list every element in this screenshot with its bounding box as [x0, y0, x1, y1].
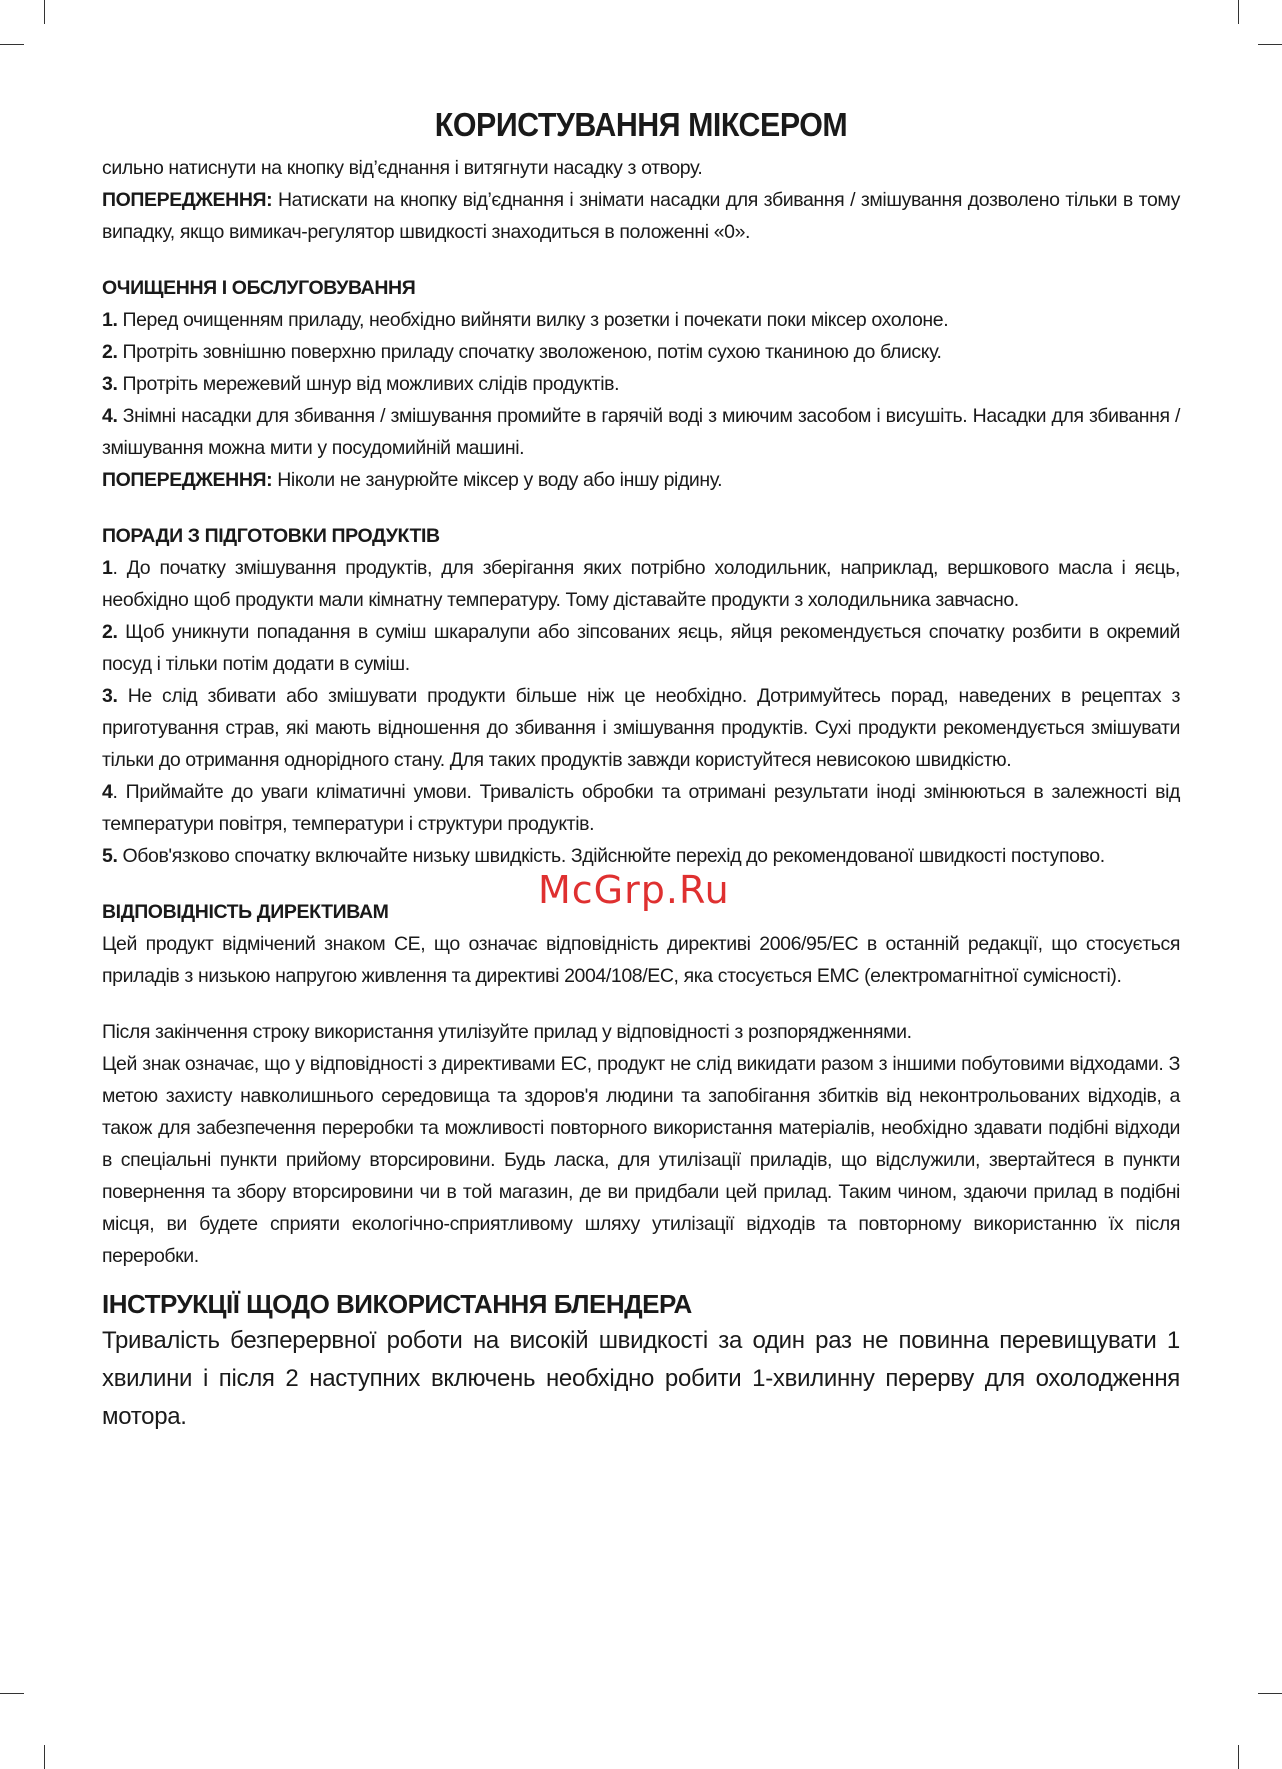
item-text: . До початку змішування продуктів, для зберігання яких потрібно холодильник, наприклад, вершкового масла і яєць, необхідно щоб продукти мали кімнатну температуру. Тому діставайте продукти з холодильника завчасно. — [102, 557, 1180, 611]
crop-mark — [1238, 0, 1239, 24]
intro-warning — [102, 184, 1180, 248]
tips-item — [102, 552, 1180, 616]
item-number: 2. — [102, 341, 118, 363]
item-number: 2. — [102, 621, 118, 643]
tips-heading: ПОРАДИ З ПІДГОТОВКИ ПРОДУКТІВ — [102, 525, 440, 547]
compliance-text: Цей продукт відмічений знаком СЕ, що означає відповідність директиві 2006/95/ЕС в останній редакції, що стосується приладів з низькою напругою живлення та директиві 2004/108/ЕС, яка стосується ЕМС (електромагнітної сумісності). — [102, 933, 1180, 987]
blender-heading: ІНСТРУКЦІЇ ЩОДО ВИКОРИСТАННЯ БЛЕНДЕРА — [102, 1289, 692, 1319]
item-number: 5. — [102, 845, 118, 867]
blender-text: Тривалість безперервної роботи на високій швидкості за один раз не повинна перевищувати 1 хвилини і після 2 наступних включень необхідно робити 1-хвилинну перерву для охолодження мотора. — [102, 1327, 1180, 1430]
cleaning-item — [102, 400, 1180, 464]
item-number: 1 — [102, 557, 113, 579]
blender-section — [102, 1286, 1180, 1436]
warning-label: ПОПЕРЕДЖЕННЯ: — [102, 189, 273, 211]
cleaning-item — [102, 336, 1180, 368]
item-text: Знімні насадки для збивання / змішування промийте в гарячій воді з миючим засобом і висушіть. Насадки для збивання / змішування можна мити у посудомийній машині. — [102, 405, 1180, 459]
crop-mark — [0, 44, 24, 45]
item-text: Не слід збивати або змішувати продукти більше ніж це необхідно. Дотримуйтесь порад, наведених в рецептах з приготування страв, які мають відношення до збивання і змішування продуктів. Сухі продукти рекомендується змішувати тільки до отримання однорідного стану. Для таких продуктів завжди користуйтеся невисокою швидкістю. — [102, 685, 1180, 771]
crop-mark — [1238, 1745, 1239, 1769]
item-text: Перед очищенням приладу, необхідно вийняти вилку з розетки і почекати поки міксер охолоне. — [117, 309, 949, 331]
disposal-line: Після закінчення строку використання утилізуйте прилад у відповідності з розпорядженнями. — [102, 1021, 912, 1043]
watermark: McGrp.Ru — [538, 868, 730, 912]
crop-mark — [44, 0, 45, 24]
tips-item — [102, 776, 1180, 840]
warning-label: ПОПЕРЕДЖЕННЯ: — [102, 469, 273, 491]
cleaning-item — [102, 304, 1180, 336]
disposal-section — [102, 1016, 1180, 1272]
compliance-heading: ВІДПОВІДНІСТЬ ДИРЕКТИВАМ — [102, 901, 389, 923]
crop-mark — [44, 1745, 45, 1769]
item-number: 3. — [102, 373, 118, 395]
item-text: Протріть мережевий шнур від можливих слідів продуктів. — [117, 373, 620, 395]
item-text: Щоб уникнути попадання в суміш шкаралупи або зіпсованих яєць, яйця рекомендується спочатку розбити в окремий посуд і тільки потім додати в суміш. — [102, 621, 1180, 675]
item-text: Обов'язково спочатку включайте низьку швидкість. Здійснюйте перехід до рекомендованої швидкості поступово. — [117, 845, 1105, 867]
disposal-text: Цей знак означає, що у відповідності з директивами ЕС, продукт не слід викидати разом з іншими побутовими відходами. З метою захисту навколишнього середовища та здоров'я людини та запобігання збитків від неконтрольованих відходів, а також для забезпечення переробки та можливості повторного використання матеріалів, необхідно здавати подібні відходи в спеціальні пункти прийому вторсировини. Будь ласка, для утилізації приладів, що відслужили, звертайтеся в пункти повернення та збору вторсировини чи в той магазин, де ви придбали цей прилад. Таким чином, здаючи прилад в подібні місця, ви будете сприяти екологічно-сприятливому шляху утилізації відходів та повторному використанню їх після переробки. — [102, 1053, 1180, 1267]
warning-text: Натискати на кнопку від’єднання і знімати насадки для збивання / змішування дозволено тільки в тому випадку, якщо вимикач-регулятор швидкості знаходиться в положенні «0». — [102, 189, 1180, 243]
item-text: . Приймайте до уваги кліматичні умови. Тривалість обробки та отримані результати іноді змінюються в залежності від температури повітря, температури і структури продуктів. — [102, 781, 1180, 835]
item-number: 3. — [102, 685, 118, 707]
item-number: 4. — [102, 405, 118, 427]
warning-text: Ніколи не занурюйте міксер у воду або іншу рідину. — [272, 469, 723, 491]
tips-section — [102, 520, 1180, 872]
cleaning-heading: ОЧИЩЕННЯ І ОБСЛУГОВУВАННЯ — [102, 277, 416, 299]
cleaning-item — [102, 368, 1180, 400]
intro-line: сильно натиснути на кнопку від’єднання і витягнути насадку з отвору. — [102, 157, 703, 179]
crop-mark — [1258, 44, 1282, 45]
cleaning-section — [102, 272, 1180, 496]
crop-mark — [1258, 1693, 1282, 1694]
intro-section — [102, 152, 1180, 248]
cleaning-warning — [102, 464, 1180, 496]
tips-item — [102, 616, 1180, 680]
crop-mark — [0, 1693, 24, 1694]
document-page — [102, 106, 1180, 1436]
page-title: КОРИСТУВАННЯ МІКСЕРОМ — [434, 106, 848, 143]
tips-item — [102, 680, 1180, 776]
item-number: 1. — [102, 309, 118, 331]
item-text: Протріть зовнішню поверхню приладу спочатку зволоженою, потім сухою тканиною до блиску. — [117, 341, 942, 363]
item-number: 4 — [102, 781, 113, 803]
